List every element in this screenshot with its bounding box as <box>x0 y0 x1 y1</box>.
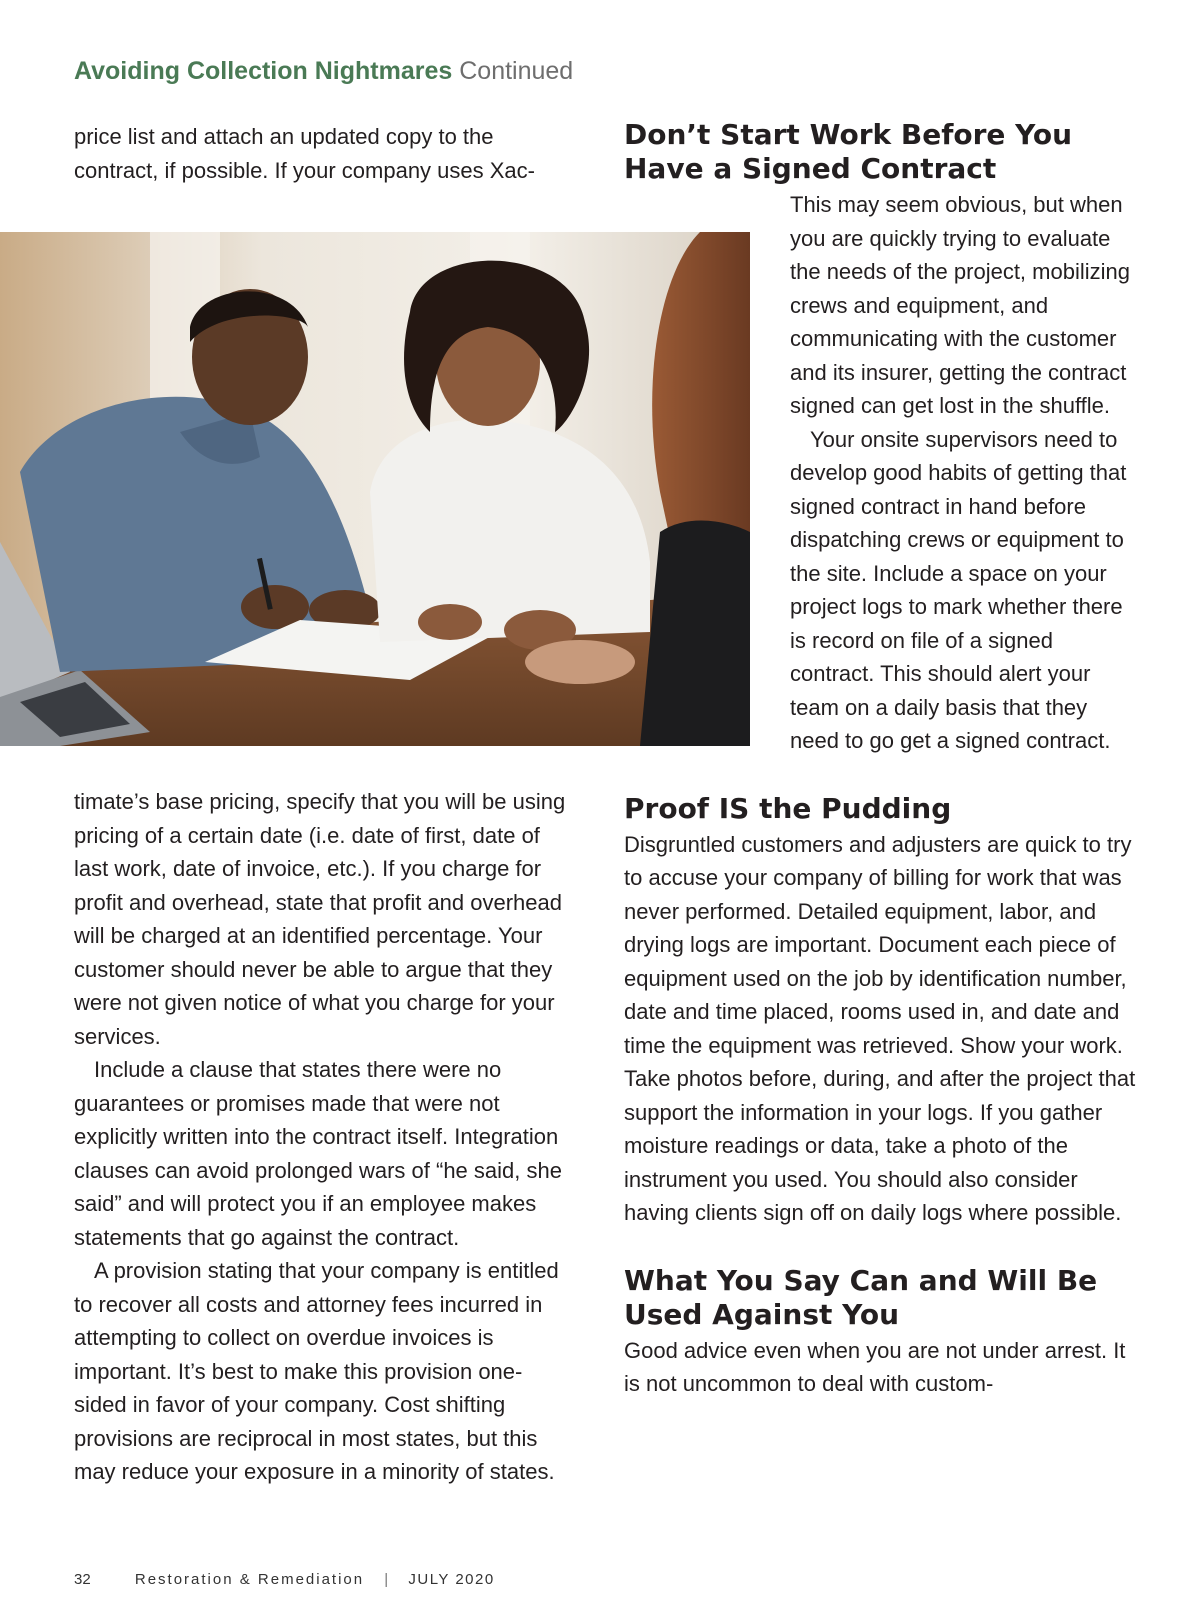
body-paragraph: This may seem obvious, but when you are quickly trying to evaluate the needs of the project, mobilizing crews and equipment, and communicating with the customer and its insurer, getting the contract signed can get lost in the shuffle. <box>790 192 1130 418</box>
section-body <box>624 1334 1136 1401</box>
body-paragraph: Disgruntled customers and adjusters are quick to try to accuse your company of billing for work that was never performed. Detailed equipment, labor, and drying logs are important. Document each piece of equipment used on the job by identification number, date and time placed, rooms used in, and date and time the equipment was retrieved. Show your work. Take photos before, during, and after the project that support the information in your logs. If you gather moisture readings or data, take a photo of the instrument you used. You should also consider having clients sign off on daily logs where possible. <box>624 831 1136 1225</box>
left-column-bottom <box>74 785 574 1489</box>
section-heading: Proof IS the Pudding <box>624 791 952 825</box>
page-footer <box>74 1570 495 1590</box>
section-heading: Don’t Start Work Before You Have a Signed Contract <box>624 118 1073 185</box>
body-paragraph: timate’s base pricing, specify that you will be using pricing of a certain date (i.e. date of first, date of last work, date of invoice, etc.). If you charge for profit and overhead, state that profit and overhead will be charged at an identified percentage. Your customer should never be able to argue that they were not given notice of what you charge for your services. <box>74 789 566 1049</box>
section-body <box>624 828 1136 1230</box>
left-column-top <box>74 120 574 187</box>
body-paragraph: Your onsite supervisors need to develop good habits of getting that signed contract in hand before dispatching crews or equipment to the site. Include a space on your project logs to mark whether there is record on file of a signed contract. This should alert your team on a daily basis that they need to go get a signed contract. <box>790 426 1127 753</box>
right-column <box>624 118 1136 1401</box>
section-body <box>624 188 1136 758</box>
body-paragraph: Good advice even when you are not under arrest. It is not uncommon to deal with custom- <box>624 1337 1126 1396</box>
footer-separator: | <box>384 1571 389 1588</box>
publication-name: Restoration & Remediation <box>134 1571 365 1588</box>
body-paragraph: price list and attach an updated copy to the contract, if possible. If your company uses Xac- <box>74 124 535 183</box>
page-number: 32 <box>74 1571 91 1588</box>
issue-date: JULY 2020 <box>408 1571 495 1588</box>
running-header <box>74 54 573 88</box>
photo-wrap-space <box>624 188 790 756</box>
continued-label: Continued <box>459 57 574 85</box>
body-paragraph: Include a clause that states there were no guarantees or promises made that were not explicitly written into the contract itself. Integration clauses can avoid prolonged wars of “he said, she said” and will protect you if an employee makes statements that go against the contract. <box>74 1057 562 1250</box>
article-title: Avoiding Collection Nightmares <box>74 57 453 85</box>
section-heading: What You Say Can and Will Be Used Against You <box>624 1263 1098 1331</box>
body-paragraph: A provision stating that your company is entitled to recover all costs and attorney fees incurred in attempting to collect on overdue invoices is important. It’s best to make this provision one-sided in favor of your company. Cost shifting provisions are reciprocal in most states, but this may reduce your exposure in a minority of states. <box>74 1258 559 1484</box>
